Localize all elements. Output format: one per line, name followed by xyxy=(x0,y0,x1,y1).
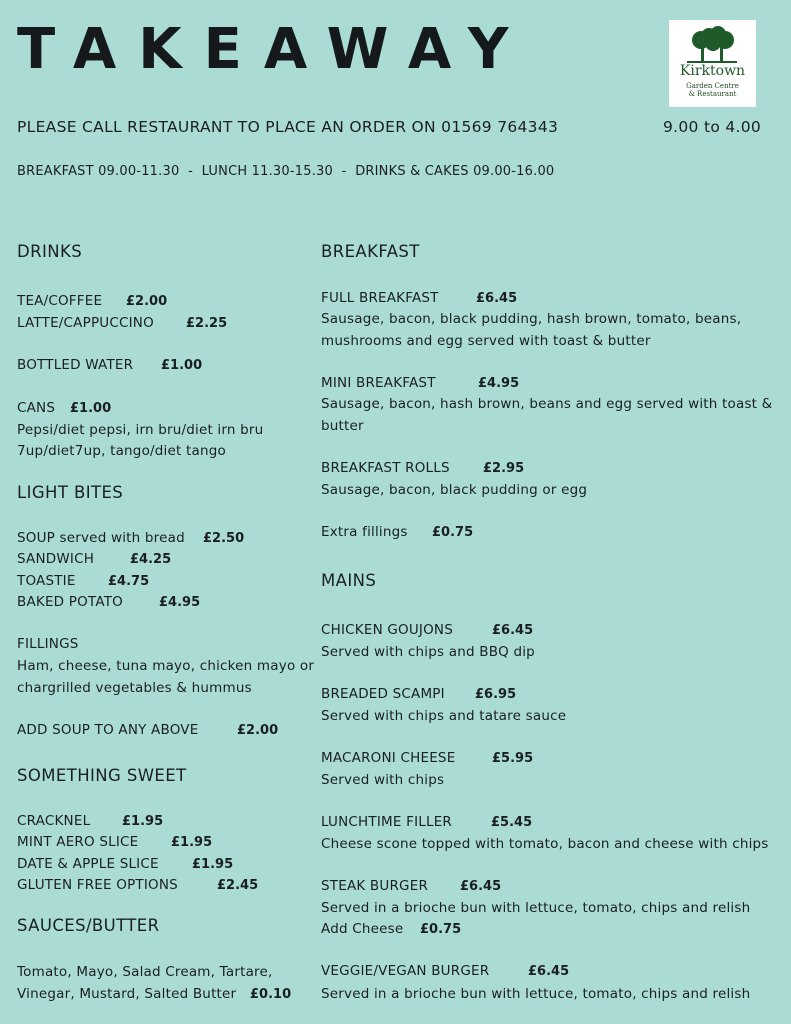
service-times: BREAKFAST 09.00-11.30 - LUNCH 11.30-15.30 - DRINKS & CAKES 09.00-16.00 xyxy=(17,164,555,179)
menu-item-price: £2.25 xyxy=(186,316,228,331)
menu-item-price: £1.00 xyxy=(70,401,112,416)
menu-item-desc: Served with chips and BBQ dip xyxy=(321,644,535,660)
restaurant-logo xyxy=(669,20,756,107)
something-sweet-heading: SOMETHING SWEET xyxy=(17,766,187,785)
menu-item-desc: Sausage, bacon, black pudding or egg xyxy=(321,482,588,498)
menu-item-price: £1.95 xyxy=(192,857,234,872)
menu-item-desc: Sausage, bacon, hash brown, beans and egg served with toast & butter xyxy=(321,396,773,434)
menu-item-price: £1.00 xyxy=(161,358,203,373)
menu-item-name: BAKED POTATO xyxy=(17,594,123,610)
menu-item-name: CRACKNEL xyxy=(17,813,91,829)
menu-item-desc: Served in a brioche bun with lettuce, tomato, chips and relish xyxy=(321,900,751,916)
menu-item-name: GLUTEN FREE OPTIONS xyxy=(17,877,178,893)
menu-item-desc: Served in a brioche bun with lettuce, tomato, chips and relish xyxy=(321,986,751,1002)
menu-item-name: MINT AERO SLICE xyxy=(17,834,139,850)
menu-item-price: £1.95 xyxy=(122,814,164,829)
menu-item-desc: chargrilled vegetables & hummus xyxy=(17,680,252,696)
menu-item-desc: Cheese scone topped with tomato, bacon and cheese with chips xyxy=(321,836,769,852)
menu-item-desc: Pepsi/diet pepsi, irn bru/diet irn bru xyxy=(17,422,264,438)
menu-item-desc: Tomato, Mayo, Salad Cream, Tartare, xyxy=(17,964,273,980)
menu-item-price: £1.95 xyxy=(171,835,213,850)
menu-item-desc: Ham, cheese, tuna mayo, chicken mayo or xyxy=(17,658,315,674)
menu-item-name: CHICKEN GOUJONS xyxy=(321,622,454,638)
menu-item-desc: Sausage, bacon, black pudding, hash brown, tomato, beans, mushrooms and egg served with toast & butter xyxy=(321,311,742,349)
logo-line-3: & Restaurant xyxy=(688,90,737,98)
menu-item-name: MACARONI CHEESE xyxy=(321,750,456,766)
menu-item-name: FILLINGS xyxy=(17,636,79,652)
menu-item-price: £0.75 xyxy=(420,922,462,937)
menu-item-price: £6.45 xyxy=(476,291,518,306)
menu-item-name: LATTE/CAPPUCCINO xyxy=(17,315,154,331)
menu-item-price: £6.45 xyxy=(460,879,502,894)
menu-item-name: CANS xyxy=(17,400,56,416)
menu-item-name: SANDWICH xyxy=(17,551,95,567)
menu-item-price: £2.00 xyxy=(237,723,279,738)
menu-item-name: STEAK BURGER xyxy=(321,878,429,894)
menu-item-price: £4.75 xyxy=(108,574,150,589)
menu-item-price: £4.95 xyxy=(159,595,201,610)
menu-item-price: £2.45 xyxy=(217,878,259,893)
page-title: TAKEAWAY xyxy=(17,17,531,82)
menu-item-price: £4.95 xyxy=(478,376,520,391)
menu-item-desc: Served with chips and tatare sauce xyxy=(321,708,567,724)
menu-item-price: £2.95 xyxy=(483,461,525,476)
menu-item-name: Add Cheese xyxy=(321,921,404,937)
menu-item-price: £6.95 xyxy=(475,687,517,702)
menu-item-desc: Served with chips xyxy=(321,772,445,788)
menu-item-price: £5.45 xyxy=(491,815,533,830)
mains-heading: MAINS xyxy=(321,571,377,590)
sauces-heading: SAUCES/BUTTER xyxy=(17,916,160,935)
menu-item-price: £0.75 xyxy=(432,525,474,540)
logo-line-2: Garden Centre xyxy=(686,82,739,90)
menu-item-name: BOTTLED WATER xyxy=(17,357,134,373)
menu-item-price: £6.45 xyxy=(528,964,570,979)
call-text: PLEASE CALL RESTAURANT TO PLACE AN ORDER ON 01569 764343 xyxy=(17,118,559,136)
menu-item-name: SOUP served with bread xyxy=(17,530,185,546)
menu-item-price: £5.95 xyxy=(492,751,534,766)
menu-item-name: ADD SOUP TO ANY ABOVE xyxy=(17,722,199,738)
drinks-heading: DRINKS xyxy=(17,242,83,261)
menu-item-name: BREADED SCAMPI xyxy=(321,686,445,702)
logo-name: Kirktown xyxy=(679,63,746,79)
menu-item-name: TEA/COFFEE xyxy=(17,293,103,309)
menu-item-name: FULL BREAKFAST xyxy=(321,290,439,306)
menu-item-price: £0.10 xyxy=(250,987,292,1002)
menu-item-desc: Vinegar, Mustard, Salted Butter xyxy=(17,986,237,1002)
opening-hours: 9.00 to 4.00 xyxy=(663,118,762,136)
menu-item-price: £2.00 xyxy=(126,294,168,309)
menu-item-name: VEGGIE/VEGAN BURGER xyxy=(321,963,490,979)
menu-item-price: £2.50 xyxy=(203,531,245,546)
menu-item-name: DATE & APPLE SLICE xyxy=(17,856,159,872)
breakfast-heading: BREAKFAST xyxy=(321,242,420,261)
menu-item-name: LUNCHTIME FILLER xyxy=(321,814,453,830)
menu-item-price: £4.25 xyxy=(130,552,172,567)
tree-icon xyxy=(687,26,737,64)
order-phone-line xyxy=(17,118,767,136)
menu-item-desc: 7up/diet7up, tango/diet tango xyxy=(17,443,226,459)
menu-item-price: £6.45 xyxy=(492,623,534,638)
menu-item-name: TOASTIE xyxy=(17,573,76,589)
menu-item-name: MINI BREAKFAST xyxy=(321,375,436,391)
menu-item-name: Extra fillings xyxy=(321,524,408,540)
menu-item-name: BREAKFAST ROLLS xyxy=(321,460,450,476)
light-bites-heading: LIGHT BITES xyxy=(17,483,124,502)
